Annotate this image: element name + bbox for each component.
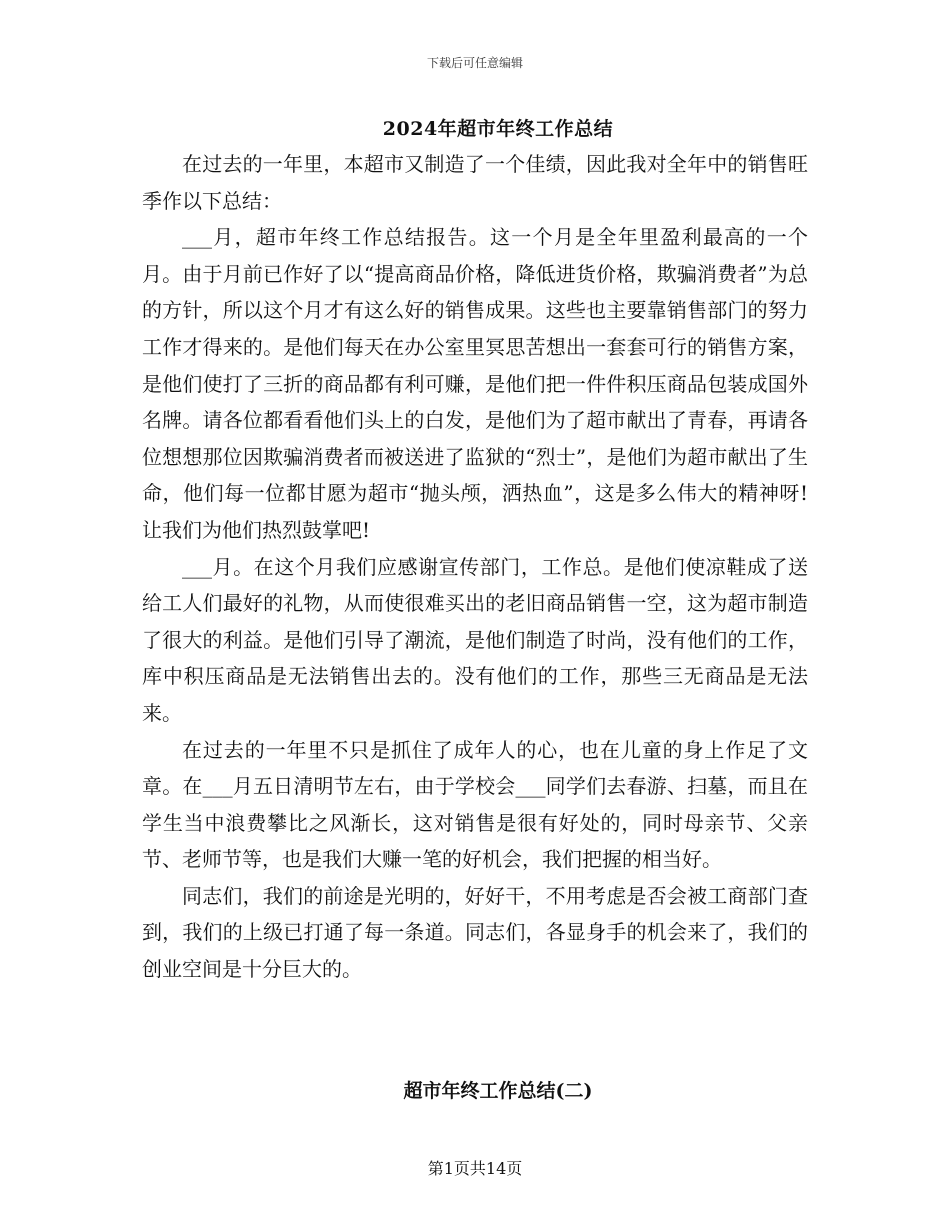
document-body	[142, 146, 808, 988]
document-title: 2024年超市年终工作总结	[382, 118, 614, 140]
header-note: 下载后可任意编辑	[426, 56, 523, 70]
paragraph-promotion-month: ___月。在这个月我们应感谢宣传部门，工作总。是他们使凉鞋成了送给工人们最好的礼物，从而使很难买出的老旧商品销售一空，这为超市制造了很大的利益。是他们引导了潮流，是他们制造了时尚，没有他们的工作，库中积压商品是无法销售出去的。没有他们的工作，那些三无商品是无法来。	[142, 554, 808, 725]
paragraph-sales-month: ___月，超市年终工作总结报告。这一个月是全年里盈利最高的一个月。由于月前已作好了以“提高商品价格，降低进货价格，欺骗消费者”为总的方针，所以这个月才有这么好的销售成果。这些也主要靠销售部门的努力工作才得来的。是他们每天在办公室里冥思苦想出一套套可行的销售方案，是他们使打了三折的商品都有利可赚，是他们把一件件积压商品包装成国外名牌。请各位都看看他们头上的白发，是他们为了超市献出了青春，再请各位想想那位因欺骗消费者而被送进了监狱的“烈士”，是他们为超市献出了生命，他们每一位都甘愿为超市“抛头颅，洒热血”，这是多么伟大的精神呀!让我们为他们热烈鼓掌吧!	[142, 225, 808, 542]
paragraph-children: 在过去的一年里不只是抓住了成年人的心，也在儿童的身上作足了文章。在___月五日清明节左右，由于学校会___同学们去春游、扫墓，而且在学生当中浪费攀比之风渐长，这对销售是很有好处的，同时母亲节、父亲节、老师节等，也是我们大赚一笔的好机会，我们把握的相当好。	[142, 737, 808, 872]
paragraph-intro: 在过去的一年里，本超市又制造了一个佳绩，因此我对全年中的销售旺季作以下总结：	[142, 152, 808, 213]
section-subtitle: 超市年终工作总结(二)	[403, 1080, 593, 1102]
page-number: 第1页共14页	[427, 1159, 523, 1178]
paragraph-closing: 同志们，我们的前途是光明的，好好干，不用考虑是否会被工商部门查到，我们的上级已打通了每一条道。同志们，各显身手的机会来了，我们的创业空间是十分巨大的。	[142, 883, 808, 982]
